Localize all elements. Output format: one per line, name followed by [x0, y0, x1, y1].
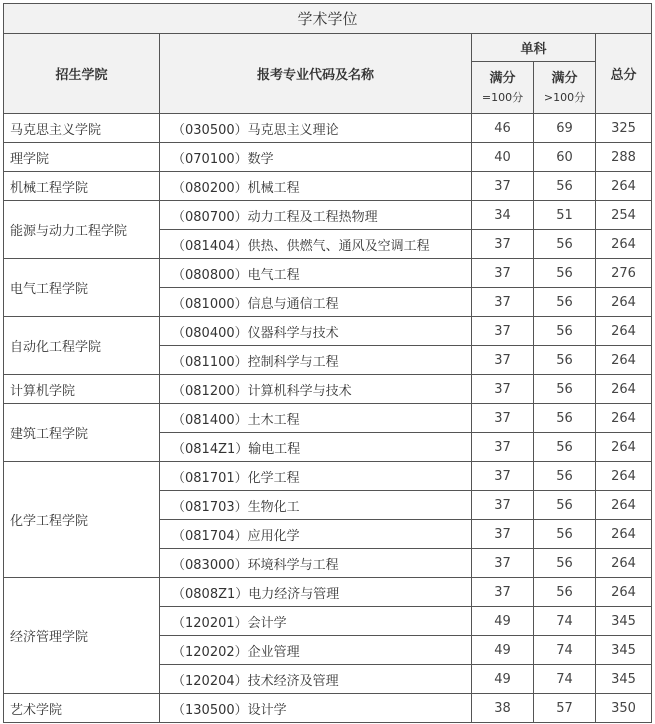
major-cell: （120204）技术经济及管理 [160, 665, 472, 694]
major-cell: （080200）机械工程 [160, 172, 472, 201]
header-total: 总分 [596, 34, 652, 114]
major-cell: （120201）会计学 [160, 607, 472, 636]
school-cell: 经济管理学院 [4, 578, 160, 694]
score-full100-cell: 37 [472, 288, 534, 317]
header-school: 招生学院 [4, 34, 160, 114]
header-over100-sub: >100分 [543, 90, 586, 104]
score-over100-cell: 56 [534, 520, 596, 549]
score-over100-cell: 69 [534, 114, 596, 143]
total-cell: 264 [596, 346, 652, 375]
major-cell: （081704）应用化学 [160, 520, 472, 549]
total-cell: 350 [596, 694, 652, 723]
school-cell: 艺术学院 [4, 694, 160, 723]
score-over100-cell: 74 [534, 665, 596, 694]
total-cell: 264 [596, 317, 652, 346]
total-cell: 264 [596, 520, 652, 549]
table-row [4, 404, 652, 433]
score-over100-cell: 56 [534, 317, 596, 346]
major-cell: （081703）生物化工 [160, 491, 472, 520]
score-over100-cell: 56 [534, 404, 596, 433]
school-cell: 马克思主义学院 [4, 114, 160, 143]
score-full100-cell: 49 [472, 607, 534, 636]
total-cell: 264 [596, 462, 652, 491]
school-cell: 计算机学院 [4, 375, 160, 404]
score-full100-cell: 37 [472, 172, 534, 201]
table-row [4, 462, 652, 491]
score-full100-cell: 38 [472, 694, 534, 723]
major-cell: （081000）信息与通信工程 [160, 288, 472, 317]
header-major: 报考专业代码及名称 [160, 34, 472, 114]
table-title: 学术学位 [4, 4, 652, 34]
header-over100-label: 满分 [551, 70, 578, 86]
score-over100-cell: 60 [534, 143, 596, 172]
score-full100-cell: 37 [472, 578, 534, 607]
score-over100-cell: 74 [534, 607, 596, 636]
score-full100-cell: 49 [472, 636, 534, 665]
header-full100 [472, 62, 534, 114]
major-cell: （080800）电气工程 [160, 259, 472, 288]
score-over100-cell: 56 [534, 375, 596, 404]
total-cell: 264 [596, 404, 652, 433]
total-cell: 264 [596, 172, 652, 201]
score-full100-cell: 37 [472, 549, 534, 578]
school-cell: 化学工程学院 [4, 462, 160, 578]
table-row [4, 172, 652, 201]
major-cell: （081701）化学工程 [160, 462, 472, 491]
score-over100-cell: 56 [534, 288, 596, 317]
total-cell: 345 [596, 636, 652, 665]
major-cell: （0814Z1）输电工程 [160, 433, 472, 462]
score-full100-cell: 37 [472, 375, 534, 404]
score-over100-cell: 56 [534, 346, 596, 375]
major-cell: （081404）供热、供燃气、通风及空调工程 [160, 230, 472, 259]
score-full100-cell: 46 [472, 114, 534, 143]
total-cell: 264 [596, 549, 652, 578]
table-row [4, 201, 652, 230]
major-cell: （081100）控制科学与工程 [160, 346, 472, 375]
header-full100-sub: =100分 [481, 90, 524, 104]
total-cell: 345 [596, 665, 652, 694]
score-over100-cell: 56 [534, 433, 596, 462]
total-cell: 345 [596, 607, 652, 636]
score-over100-cell: 51 [534, 201, 596, 230]
table-row [4, 694, 652, 723]
table-row [4, 375, 652, 404]
total-cell: 264 [596, 375, 652, 404]
total-cell: 325 [596, 114, 652, 143]
major-cell: （080400）仪器科学与技术 [160, 317, 472, 346]
score-table [3, 3, 652, 723]
table-row [4, 114, 652, 143]
major-cell: （120202）企业管理 [160, 636, 472, 665]
major-cell: （080700）动力工程及工程热物理 [160, 201, 472, 230]
school-cell: 电气工程学院 [4, 259, 160, 317]
score-full100-cell: 37 [472, 491, 534, 520]
header-full100-label: 满分 [489, 70, 516, 86]
school-cell: 建筑工程学院 [4, 404, 160, 462]
score-full100-cell: 34 [472, 201, 534, 230]
score-over100-cell: 56 [534, 230, 596, 259]
total-cell: 264 [596, 288, 652, 317]
score-over100-cell: 56 [534, 549, 596, 578]
table-row [4, 143, 652, 172]
table-row [4, 578, 652, 607]
major-cell: （081200）计算机科学与技术 [160, 375, 472, 404]
score-over100-cell: 56 [534, 259, 596, 288]
total-cell: 264 [596, 433, 652, 462]
school-cell: 理学院 [4, 143, 160, 172]
total-cell: 264 [596, 491, 652, 520]
score-over100-cell: 57 [534, 694, 596, 723]
score-over100-cell: 56 [534, 578, 596, 607]
score-full100-cell: 37 [472, 520, 534, 549]
score-over100-cell: 56 [534, 462, 596, 491]
school-cell: 自动化工程学院 [4, 317, 160, 375]
table-body [4, 114, 652, 723]
score-full100-cell: 37 [472, 404, 534, 433]
major-cell: （083000）环境科学与工程 [160, 549, 472, 578]
score-full100-cell: 37 [472, 433, 534, 462]
score-full100-cell: 37 [472, 317, 534, 346]
score-full100-cell: 37 [472, 462, 534, 491]
total-cell: 264 [596, 578, 652, 607]
score-full100-cell: 40 [472, 143, 534, 172]
major-cell: （081400）土木工程 [160, 404, 472, 433]
score-over100-cell: 56 [534, 491, 596, 520]
score-full100-cell: 37 [472, 230, 534, 259]
major-cell: （030500）马克思主义理论 [160, 114, 472, 143]
table-row [4, 317, 652, 346]
total-cell: 254 [596, 201, 652, 230]
major-cell: （070100）数学 [160, 143, 472, 172]
total-cell: 288 [596, 143, 652, 172]
score-over100-cell: 74 [534, 636, 596, 665]
header-single: 单科 [472, 34, 596, 62]
score-over100-cell: 56 [534, 172, 596, 201]
score-full100-cell: 37 [472, 259, 534, 288]
header-over100 [534, 62, 596, 114]
school-cell: 机械工程学院 [4, 172, 160, 201]
major-cell: （130500）设计学 [160, 694, 472, 723]
total-cell: 264 [596, 230, 652, 259]
major-cell: （0808Z1）电力经济与管理 [160, 578, 472, 607]
table-row [4, 259, 652, 288]
total-cell: 276 [596, 259, 652, 288]
school-cell: 能源与动力工程学院 [4, 201, 160, 259]
score-full100-cell: 37 [472, 346, 534, 375]
score-full100-cell: 49 [472, 665, 534, 694]
